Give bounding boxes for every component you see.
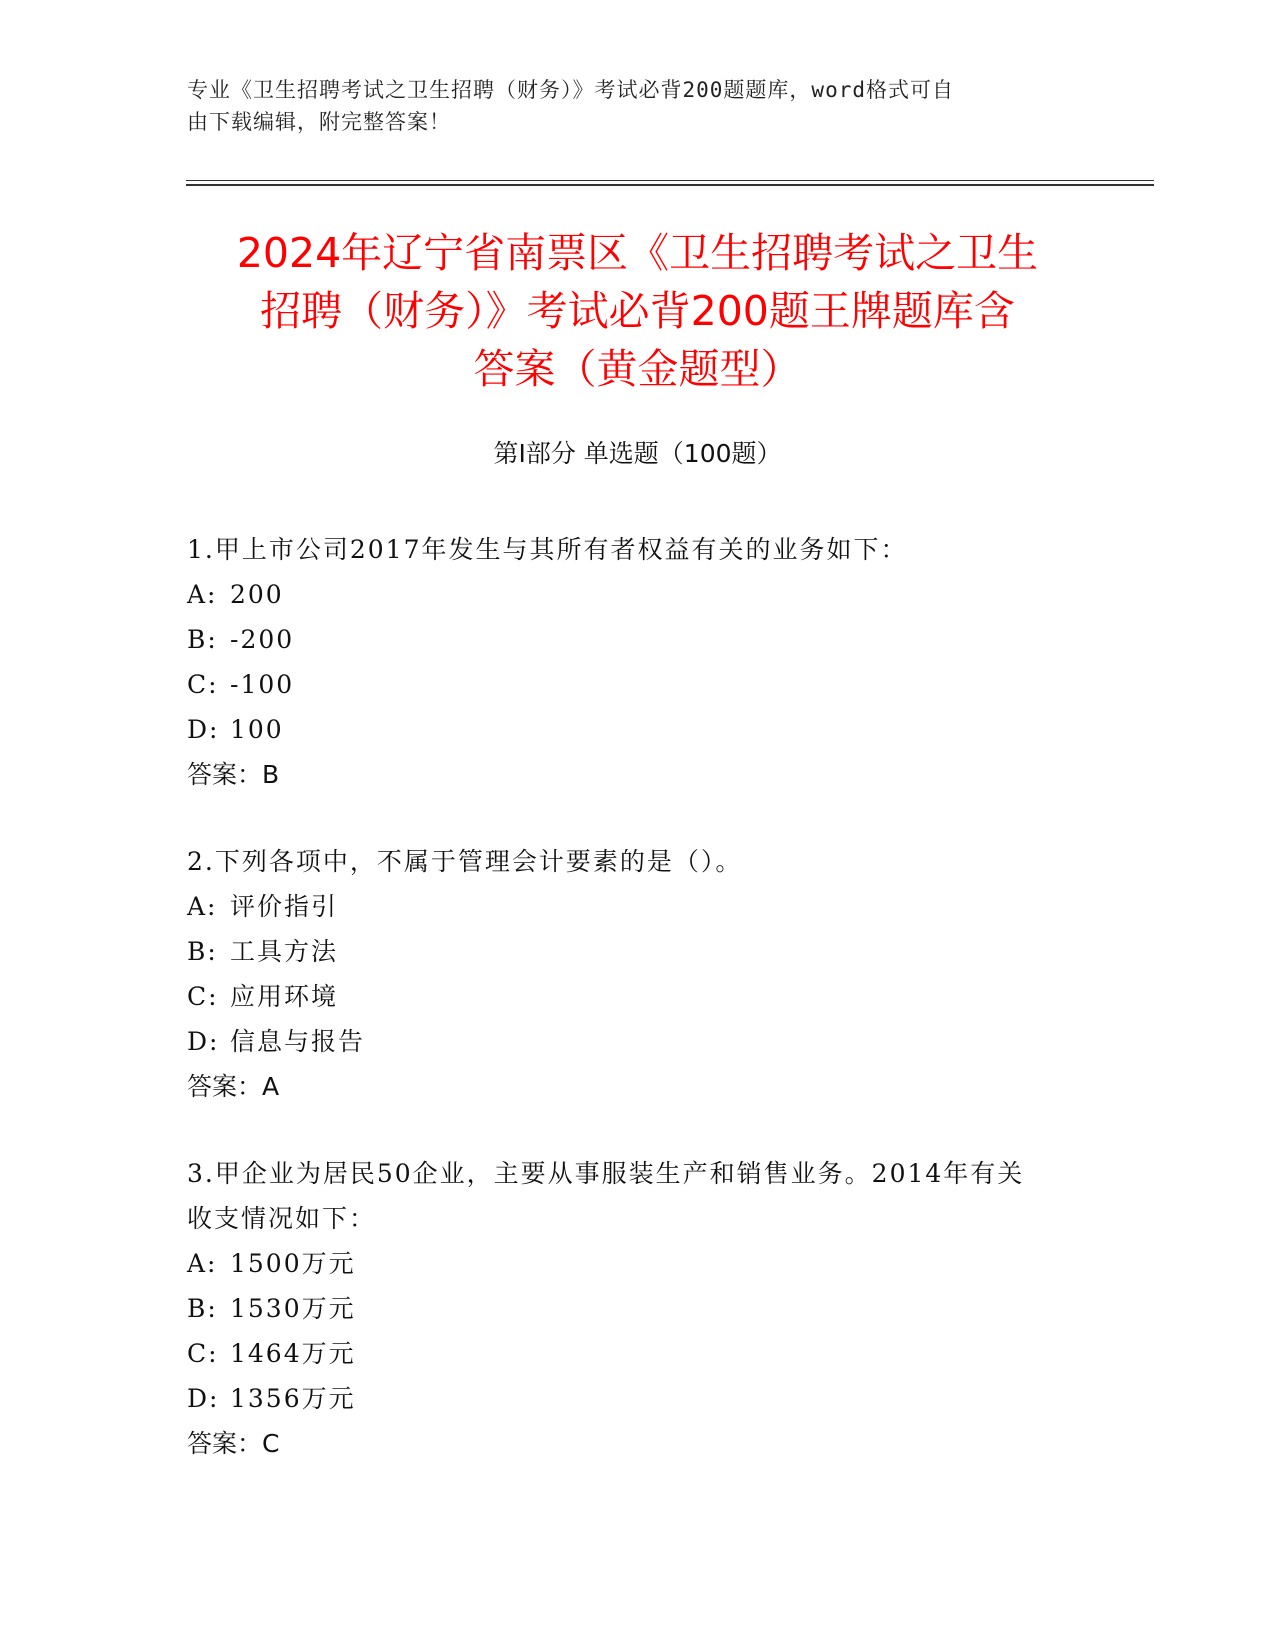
option-b xyxy=(187,1286,1087,1331)
question-item xyxy=(187,1151,1087,1466)
option-c xyxy=(187,974,1087,1019)
option-text: 信息与报告 xyxy=(230,1027,366,1056)
option-text: 1500万元 xyxy=(230,1249,356,1278)
option-text: 评价指引 xyxy=(230,892,339,921)
option-key: A: xyxy=(187,1249,218,1278)
option-text: -100 xyxy=(230,670,295,699)
option-b xyxy=(187,929,1087,974)
option-key: C: xyxy=(187,670,219,699)
header-divider-thin xyxy=(186,180,1154,181)
option-c xyxy=(187,662,1087,707)
question-item xyxy=(187,527,1087,797)
option-d xyxy=(187,707,1087,752)
option-key: A: xyxy=(187,580,218,609)
option-key: A: xyxy=(187,892,218,921)
option-text: 1464万元 xyxy=(230,1339,356,1368)
option-key: D: xyxy=(187,715,220,744)
option-text: 100 xyxy=(230,715,284,744)
option-d xyxy=(187,1376,1087,1421)
header-divider-thick xyxy=(186,184,1154,186)
question-stem: 1.甲上市公司2017年发生与其所有者权益有关的业务如下： xyxy=(187,535,908,564)
option-a xyxy=(187,1241,1087,1286)
option-key: D: xyxy=(187,1027,220,1056)
option-key: C: xyxy=(187,982,219,1011)
header-note-line-1: 专业《卫生招聘考试之卫生招聘（财务）》考试必背200题题库，word格式可自 xyxy=(187,78,954,102)
title-line-3: 答案（黄金题型） xyxy=(473,345,802,393)
answer-line: 答案：B xyxy=(187,760,280,789)
question-stem: 2.下列各项中，不属于管理会计要素的是（）。 xyxy=(187,847,743,876)
option-key: C: xyxy=(187,1339,219,1368)
option-key: B: xyxy=(187,625,218,654)
option-b xyxy=(187,617,1087,662)
question-item xyxy=(187,839,1087,1109)
option-text: 200 xyxy=(230,580,284,609)
document-title xyxy=(170,224,1105,398)
option-key: B: xyxy=(187,937,218,966)
header-note xyxy=(187,74,1067,138)
option-c xyxy=(187,1331,1087,1376)
option-text: 应用环境 xyxy=(230,982,339,1011)
answer-line: 答案：A xyxy=(187,1072,280,1101)
title-line-1: 2024年辽宁省南票区《卫生招聘考试之卫生 xyxy=(236,229,1039,277)
option-text: 1530万元 xyxy=(230,1294,356,1323)
question-stem: 3.甲企业为居民50企业，主要从事服装生产和销售业务。2014年有关 xyxy=(187,1159,1025,1188)
question-stem-continued: 收支情况如下： xyxy=(187,1204,377,1233)
option-a xyxy=(187,884,1087,929)
header-note-line-2: 由下载编辑，附完整答案！ xyxy=(187,110,451,134)
section-heading: 第Ⅰ部分 单选题（100题） xyxy=(493,439,782,468)
option-text: -200 xyxy=(230,625,295,654)
option-text: 1356万元 xyxy=(230,1384,356,1413)
title-line-2: 招聘（财务）》考试必背200题王牌题库含 xyxy=(260,287,1015,335)
option-text: 工具方法 xyxy=(230,937,339,966)
answer-line: 答案：C xyxy=(187,1429,280,1458)
question-list xyxy=(187,527,1087,1508)
option-d xyxy=(187,1019,1087,1064)
option-a xyxy=(187,572,1087,617)
option-key: D: xyxy=(187,1384,220,1413)
option-key: B: xyxy=(187,1294,218,1323)
